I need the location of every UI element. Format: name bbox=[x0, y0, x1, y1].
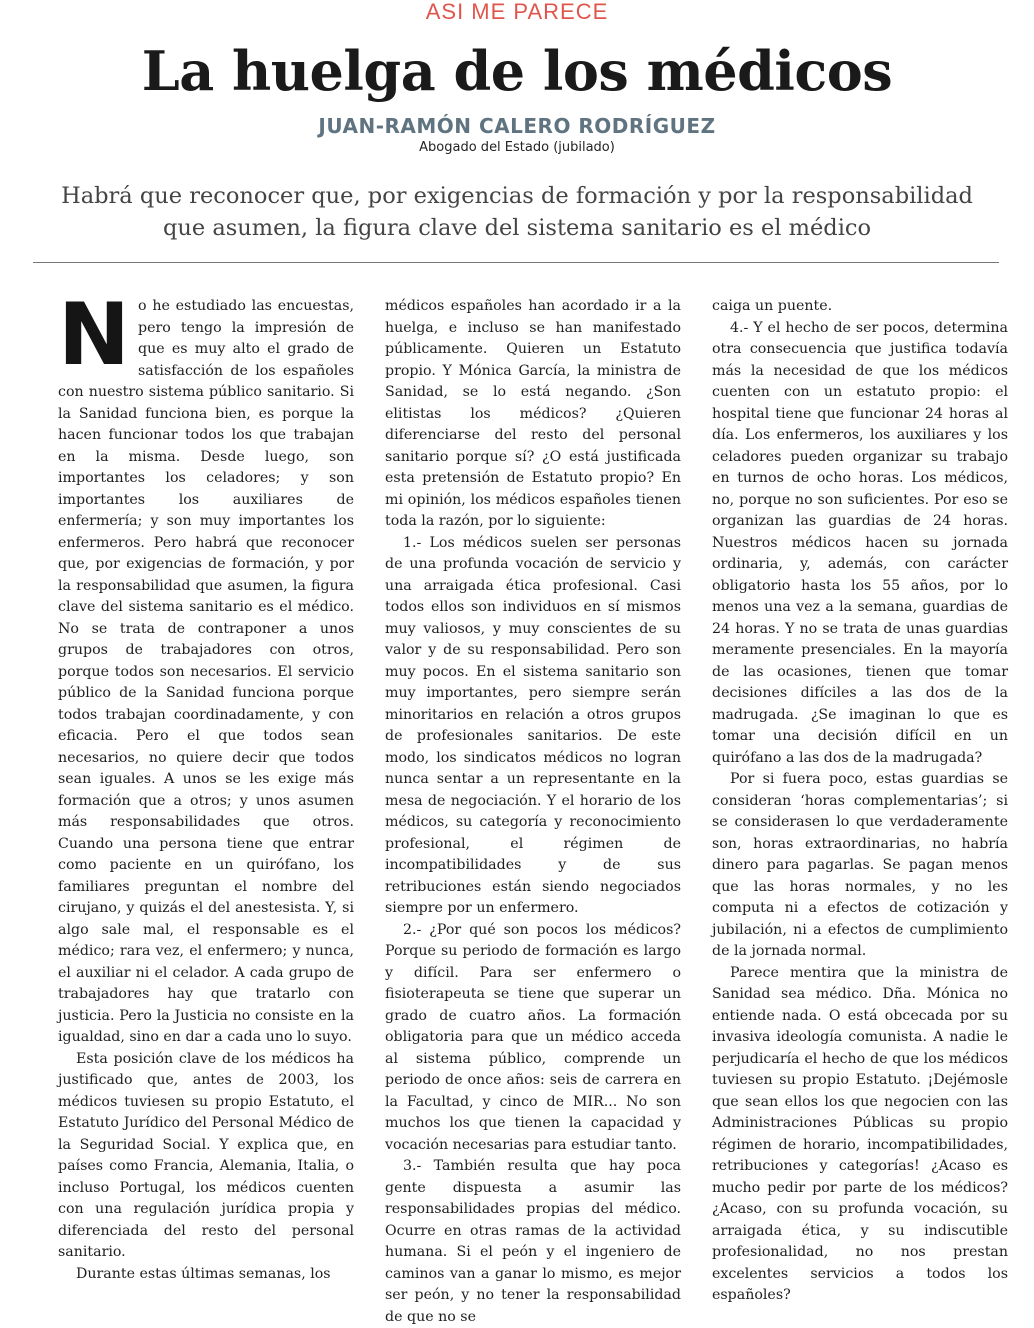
article-column-1 bbox=[58, 285, 354, 1282]
article-subtitle: Habrá que reconocer que, por exigencias de formación y por la responsabilidad que asumen, la figura clave del sistema sanitario es el médico bbox=[61, 183, 973, 241]
article-paragraph: médicos españoles han acordado ir a la huelga, e incluso se han manifestado públicamente. Quieren un Estatuto propio. Y Mónica García, la ministra de Sanidad, se lo está negando. ¿Son elitistas los médicos? ¿Quieren diferenciarse del resto del personal sanitario porque sí? ¿O está justificada esta pretensión de Estatuto propio? En mi opinión, los médicos españoles tienen toda la razón, por lo siguiente: bbox=[385, 298, 681, 529]
article-paragraph: Por si fuera poco, estas guardias se consideran ‘horas complementarias’; si se considerasen lo que verdaderamente son, horas extraordinarias, no habría dinero para pagarlas. Se pagan menos que las horas normales, y no les computa ni a efectos de cotización y jubilación, ni a efectos de cumplimiento de la jornada normal. bbox=[712, 771, 1008, 959]
article-paragraph: 2.- ¿Por qué son pocos los médicos? Porque su periodo de formación es largo y difícil. Para ser enfermero o fisioterapeuta se tiene que superar un grado de cuatro años. La formación obligatoria para que un médico acceda al sistema público, comprende un periodo de once años: seis de carrera en la Facultad, y cinco de MIR... No son muchos los que tienen la capacidad y vocación necesarias para estudiar tanto. bbox=[385, 921, 681, 1153]
article-paragraph bbox=[58, 285, 354, 1049]
article-body bbox=[58, 285, 1008, 1325]
article-paragraph: 3.- También resulta que hay poca gente dispuesta a asumir las responsabilidades propias del médico. Ocurre en otras ramas de la actividad humana. Si el peón y el ingeniero de caminos van a ganar lo mismo, es mejor ser peón, y no tener la responsabilidad de que no se bbox=[385, 1158, 681, 1325]
header-divider bbox=[33, 262, 999, 263]
article-headline: La huelga de los médicos bbox=[141, 39, 893, 103]
article-paragraph: 1.- Los médicos suelen ser personas de una profunda vocación de servicio y una arraigada ética profesional. Casi todos ellos son individuos en sí mismos muy valiosos, y muy conscientes de su valor y de su responsabilidad. Pero son muy pocos. En el sistema sanitario son muy importantes, pero siempre serán minoritarios en relación a otros grupos de profesionales sanitarios. De este modo, los sindicatos médicos no logran nunca sentar a un representante en la mesa de negociación. Y el horario de los médicos, su categoría y reconocimiento profesional, el régimen de incompatibilidades y de sus retribuciones están siendo negociados siempre por un enfermero. bbox=[385, 534, 681, 916]
author-name: JUAN-RAMÓN CALERO RODRÍGUEZ bbox=[318, 114, 716, 138]
section-tag: ASI ME PARECE bbox=[425, 0, 609, 24]
article-paragraph: Durante estas últimas semanas, los bbox=[76, 1265, 331, 1282]
article-paragraph: 4.- Y el hecho de ser pocos, determina otra consecuencia que justifica todavía más la necesidad de que los médicos cuenten con un estatuto propio: el hospital tiene que funcionar 24 horas al día. Los enfermeros, los auxiliares y los celadores pueden organizar su trabajo en turnos de ocho horas. Los médicos, no, porque no son suficientes. Por eso se organizan las guardias de 24 horas. Nuestros médicos hacen su jornada ordinaria, y, además, con carácter obligatorio hasta los 55 años, por lo menos una vez a la semana, guardias de 24 horas. Y no se trata de unas guardias meramente presenciales. En la mayoría de las ocasiones, tienen que tomar decisiones difíciles a las dos de la madrugada. ¿Se imaginan lo que es tomar una decisión difícil en un quirófano a las dos de la madrugada? bbox=[712, 319, 1008, 766]
article-column-3 bbox=[712, 296, 1008, 1303]
paragraph-text: o he estudiado las encuestas, pero tengo la impresión de que es muy alto el grado de satisfacción de los españoles con nuestro sistema público sanitario. Si la Sanidad funciona bien, es porque la hacen funcionar todos los que trabajan en la misma. Desde luego, son importantes los celadores; y son importantes los auxiliares de enfermería; y son muy importantes los enfermeros. Pero habrá que reconocer que, por exigencias de formación, y por la responsabilidad que asumen, la figura clave del sistema sanitario es el médico. No se trata de contraponer a unos grupos de trabajadores con otros, porque todos son necesarios. El servicio público de la Sanidad funciona porque todos trabajan coordinadamente, y con eficacia. Pero el que todos sean necesarios, no quiere decir que todos sean iguales. A unos se les exige más formación que a otros; y unos asumen más responsabilidades que otros. Cuando una persona tiene que entrar como paciente en un quirófano, los familiares preguntan el nombre del cirujano, y quizás el del anestesista. Y, si algo sale mal, el responsable es el médico; rara vez, el enfermero; y nunca, el auxiliar ni el celador. A cada grupo de trabajadores hay que tratarlo con justicia. Pero la Justicia no consiste en la igualdad, sino en dar a cada uno lo suyo. bbox=[58, 298, 354, 1045]
author-role: Abogado del Estado (jubilado) bbox=[419, 140, 615, 155]
article-column-2 bbox=[385, 296, 681, 1325]
drop-cap: N bbox=[58, 285, 130, 385]
article-paragraph: caiga un puente. bbox=[712, 298, 833, 314]
article-paragraph: Parece mentira que la ministra de Sanidad sea médico. Dña. Mónica no entiende nada. O está obcecada por su invasiva ideología comunista. A nadie le perjudicaría el hecho de que los médicos tuviesen su propio Estatuto. ¡Dejémosle que sean ellos los que negocien con las Administraciones Públicas su propio régimen de horario, incompatibilidades, retribuciones y categorías! ¿Acaso es mucho pedir por parte de los médicos? ¿Acaso, con su profunda vocación, su arraigada ética, y su indiscutible profesionalidad, no nos prestan excelentes servicios a todos los españoles? bbox=[712, 964, 1008, 1303]
article-paragraph: Esta posición clave de los médicos ha justificado que, antes de 2003, los médicos tuviesen su propio Estatuto, el Estatuto Jurídico del Personal Médico de la Seguridad Social. Y explica que, en países como Francia, Alemania, Italia, o incluso Portugal, los médicos cuenten con una regulación jurídica propia y diferenciada del resto del personal sanitario. bbox=[58, 1050, 354, 1260]
